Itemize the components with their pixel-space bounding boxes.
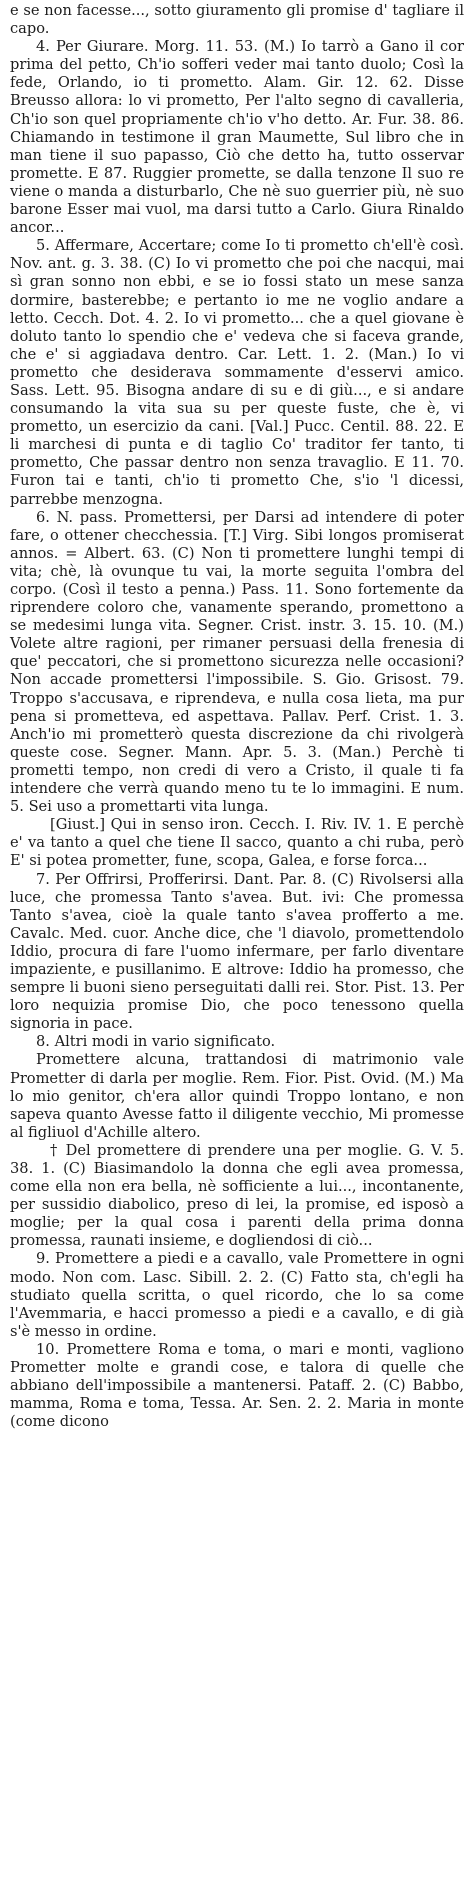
sense-6-promettersi: 6. N. pass. Promettersi, per Darsi ad intendere di poter fare, o ottener checchessia. [T.] Virg. Sibi longos promiserat annos. = Albert. 63. (C) Non ti promettere lunghi tempi di vita; chè, là ovunque tu vai, la morte seguita l'ombra del corpo. (Così il testo a penna.) Pass. 11. Sono fortemente da riprendere coloro che, vanamente sperando, promettono a se medesimi lunga vita. Segner. Crist. instr. 3. 15. 10. (M.) Volete altre ragioni, per rimaner persuasi della frenesia di que' peccatori, che si promettono sicurezza nelle occasioni? Non accade promettersi l'impossibile. S. Gio. Grisost. 79. Troppo s'accusava, e riprendeva, e nulla cosa lieta, ma pur pena si prometteva, ed aspettava. Pallav. Perf. Crist. 1. 3. Anch'io mi prometterò questa discrezione da chi rivolgerà queste cose. Segner. Mann. Apr. 5. 3. (Man.) Perchè ti prometti tempo, non credi di vero a Cristo, il quale ti fa intendere che verrà quando meno tu te lo immagini. E num. 5. Sei uso a promettarti vita lunga.: [10, 508, 464, 816]
sense-8-prendere-moglie: † Del promettere di prendere una per moglie. G. V. 5. 38. 1. (C) Biasimandolo la donna che egli avea promessa, come ella non era bella, nè sofficiente a lui..., incontanente, per sussidio diabolico, preso di lei, la promise, ed isposò a moglie; per la qual cosa i parenti della prima donna promessa, raunati insieme, e dogliendosi di ciò...: [10, 1141, 464, 1250]
sense-4-giurare: 4. Per Giurare. Morg. 11. 53. (M.) Io tarrò a Gano il cor prima del petto, Ch'io sofferi veder mai tanto duolo; Così la fede, Orlando, io ti prometto. Alam. Gir. 12. 62. Disse Breusso allora: lo vi prometto, Per l'alto segno di cavalleria, Ch'io son quel propriamente ch'io v'ho detto. Ar. Fur. 38. 86. Chiamando in testimone il gran Maumette, Sul libro che in man tiene il suo papasso, Ciò che detto ha, tutto osservar promette. E 87. Ruggier promette, se dalla tenzone Il suo re viene o manda a disturbarlo, Che nè suo guerrier più, nè suo barone Esser mai vuol, ma darsi tutto a Carlo. Giura Rinaldo ancor...: [10, 38, 464, 237]
sense-10-roma-toma: 10. Promettere Roma e toma, o mari e monti, vagliono Prometter molte e grandi cose, e talora di quelle che abbiano dell'impossibile a mantenersi. Pataff. 2. (C) Babbo, mamma, Roma e toma, Tessa. Ar. Sen. 2. 2. Maria in monte (come dicono: [10, 1340, 464, 1431]
sense-8-matrimonio: Promettere alcuna, trattandosi di matrimonio vale Prometter di darla per moglie. Rem. Fior. Pist. Ovid. (M.) Ma lo mio genitor, ch'era allor quindi Troppo lontano, e non sapeva quanto Avesse fatto il diligente vecchio, Mi promesse al figliuol d'Achille altero.: [10, 1051, 464, 1141]
sense-6-ironic-note: [Giust.] Qui in senso iron. Cecch. I. Riv. IV. 1. E perchè e' va tanto a quel che tiene Il sacco, quanto a chi ruba, però E' si potea prometter, fune, scopa, Galea, e forse forca...: [10, 816, 464, 870]
sense-5-affermare: 5. Affermare, Accertare; come Io ti prometto ch'ell'è così. Nov. ant. g. 3. 38. (C) Io vi prometto che poi che nacqui, mai sì gran sonno non ebbi, e se io fossi stato un mese sanza dormire, basterebbe; e pertanto io me ne voglio andare a letto. Cecch. Dot. 4. 2. Io vi prometto... che a quel giovane è doluto tanto lo spendio che e' vedeva che si faceva grande, che e' si aggiadava dentro. Car. Lett. 1. 2. (Man.) Io vi prometto che desiderava sommamente d'esservi amico. Sass. Lett. 95. Bisogna andare di su e di giù..., e si andare consumando la vita sua su per queste fuste, che è, vi prometto, un esercizio da cani. [Val.] Pucc. Centil. 88. 22. E li marchesi di punta e di taglio Co' traditor fer tanto, ti prometto, Che passar dentro non senza travaglio. E 11. 70. Furon tai e tanti, ch'io ti prometto Che, s'io 'l dicessi, parrebbe menzogna.: [10, 237, 464, 508]
sense-9-piedi-cavallo: 9. Promettere a piedi e a cavallo, vale Promettere in ogni modo. Non com. Lasc. Sibill. 2. 2. (C) Fatto sta, ch'egli ha studiato quella scritta, o quel ricordo, che lo sa come l'Avemmaria, e hacci promesso a piedi e a cavallo, e di già s'è messo in ordine.: [10, 1250, 464, 1340]
sense-8-heading: 8. Altri modi in vario significato.: [36, 1033, 276, 1051]
entry-continuation: e se non facesse..., sotto giuramento gli promise d' tagliare il capo.: [10, 2, 464, 38]
sense-7-offrirsi: 7. Per Offrirsi, Profferirsi. Dant. Par. 8. (C) Rivolsersi alla luce, che promessa Tanto s'avea. But. ivi: Che promessa Tanto s'avea, cioè la quale tanto s'avea profferto a me. Cavalc. Med. cuor. Anche dice, che 'l diavolo, promettendolo Iddio, procura di fare l'uomo infermare, per farlo diventare impaziente, e pusillanimo. E altrove: Iddio ha promesso, che sempre li buoni sieno perseguitati dalli rei. Stor. Pist. 13. Per loro nequizia promise Dio, che poco tenessono quella signoria in pace.: [10, 870, 464, 1033]
